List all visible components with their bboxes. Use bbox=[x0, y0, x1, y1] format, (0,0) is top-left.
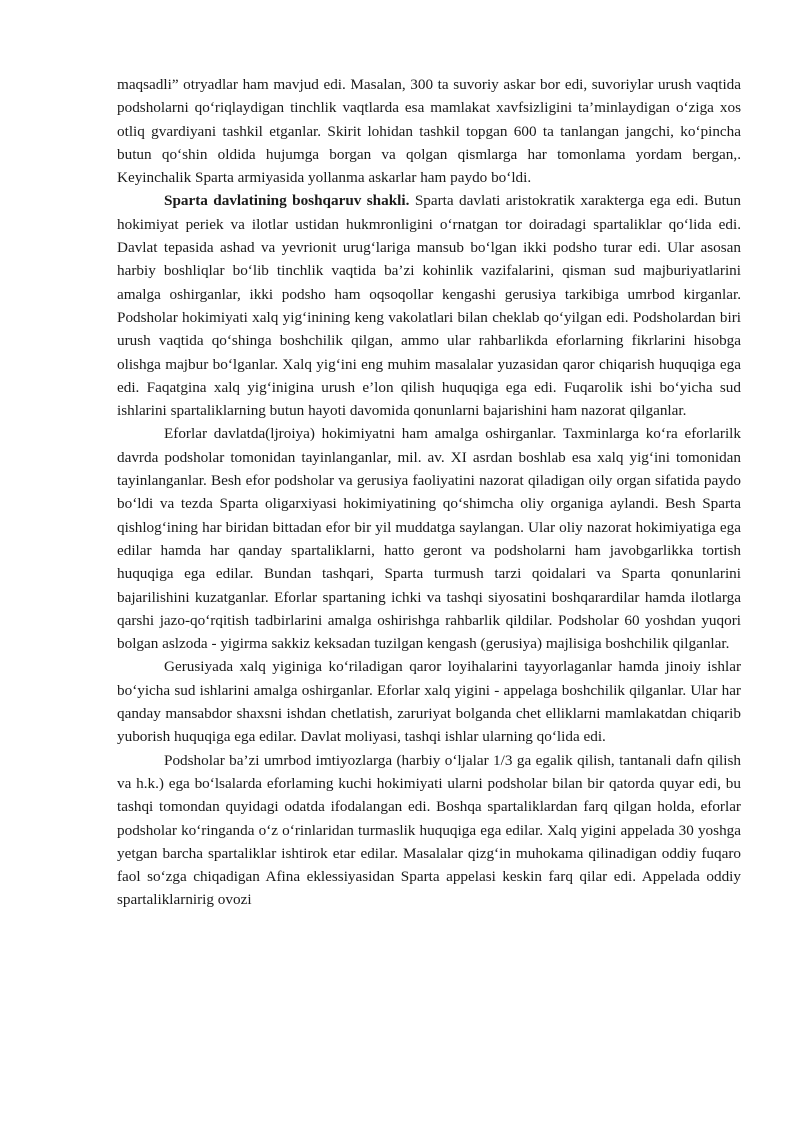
document-page bbox=[117, 73, 741, 912]
paragraph-1-text: maqsadli” otryadlar ham mavjud edi. Masalan, 300 ta suvoriy askar bor edi, suvoriylar urush vaqtida podsholarni qo‘riqlaydigan tinchlik vaqtlarda esa mamlakat xavfsizligini ta’minlaydigan o‘ziga xos otliq gvardiyani tashkil etganlar. Skirit lohidan tashkil topgan 600 ta tanlangan jangchi, ko‘pincha butun qo‘shin oldida hujumga borgan va qolgan qismlarga har tomonlama yordam bergan,. Keyinchalik Sparta armiyasida yollanma askarlar ham paydo bo‘ldi. bbox=[117, 76, 741, 187]
paragraph-5-text: Podsholar ba’zi umrbod imtiyozlarga (harbiy o‘ljalar 1/3 ga egalik qilish, tantanali dafn qilish va h.k.) ega bo‘lsalarda eforlaming kuchi hokimiyati ularni podsholar bilan bir qatorda quyar edi, bu tashqi tomondan quyidagi odatda ifodalangan edi. Boshqa spartaliklardan farq qilgan holda, eforlar podsholar ko‘ringanda o‘z o‘rinlaridan turmaslik huquqiga ega edilar. Xalq yigini appelada 30 yoshga yetgan barcha spartaliklar ishtirok etar edilar. Masalalar qizg‘in muhokama qilinadigan oddiy fuqaro faol so‘zga chiqadigan Afina eklessiyasidan Sparta appelasi keskin farq qilar edi. Appelada oddiy spartaliklarnirig ovozi bbox=[117, 751, 741, 909]
paragraph-4-text: Gerusiyada xalq yiginiga ko‘riladigan qaror loyihalarini tayyorlaganlar hamda jinoiy ishlar bo‘yicha sud ishlarini amalga oshirganlar. Eforlar xalq yigini - appelaga boshchilik qilganlar. Ular har qanday mansabdor shaxsni ishdan chetlatish, zaruriyat bolganda chet elliklarni mamlakatdan chiqarib yuborish huquqiga ega edilar. Davlat moliyasi, tashqi ishlar ularning qo‘lida edi. bbox=[117, 658, 741, 746]
paragraph-3-text: Eforlar davlatda(ljroiya) hokimiyatni ham amalga oshirganlar. Taxminlarga ko‘ra eforlarilk davrda podsholar tomonidan tayinlanganlar, mil. av. XI asrdan boshlab esa xalq yig‘ini tomonidan tayinlanganlar. Besh efor podsholar va gerusiya faoliyatini nazorat qiladigan oily organ sifatida paydo bo‘ldi va tezda Sparta oligarxiyasi hokimiyatining qo‘shimcha oliy organiga aylandi. Besh Sparta qishlog‘ining har biridan bittadan efor bir yil muddatga saylangan. Ular oliy nazorat hokimiyatiga ega edilar hamda har qanday spartaliklarni, hatto geront va podsholarni ham javobgarlikka tortish huquqiga ega edilar. Bundan tashqari, Sparta turmush tarzi qoidalari va Sparta qonunlarini bajarilishini kuzatganlar. Eforlar spartaning ichki va tashqi siyosatini boshqarardilar hamda ilotlarga qarshi jazo-qo‘rqitish tadbirlarini amalga oshirishga rahbarlik qildilar. Podsholar 60 yoshdan yuqori bolgan aslzoda - yigirma sakkiz keksadan tuzilgan kengash (gerusiya) majlisiga boshchilik qilganlar. bbox=[117, 425, 741, 653]
paragraph-1 bbox=[117, 73, 741, 189]
paragraph-3 bbox=[117, 422, 741, 655]
section-heading: Sparta davlatining boshqaruv shakli. bbox=[164, 192, 410, 210]
paragraph-4 bbox=[117, 655, 741, 748]
paragraph-2-text: Sparta davlati aristokratik xarakterga ega edi. Butun hokimiyat periek va ilotlar ustidan hukmronligini o‘rnatgan tor doiradagi spartaliklar qo‘lida edi. Davlat tepasida ashad va yevrionit urug‘lariga mansub bo‘lgan ikki podsho turar edi. Ular asosan harbiy boshliqlar bo‘lib tinchlik vaqtida ba’zi kohinlik vazifalarini, qisman sud majburiyatlarini amalga oshirganlar, ikki podsho ham oqsoqollar kengashi gerusiya tarkibiga umrbod kirganlar. Podsholar hokimiyati xalq yig‘inining keng vakolatlari bilan cheklab qo‘yilgan edi. Podsholardan biri urush vaqtida qo‘shinga boshchilik qilgan, ammo ular rahbarlikda eforlarning fikrlarini hisobga olishga majbur bo‘lganlar. Xalq yig‘ini eng muhim masalalar yuzasidan qaror chiqarish huquqiga ega edi. Faqatgina xalq yig‘inigina urush e’lon qilish huquqiga ega edi. Fuqarolik ishi bo‘yicha sud ishlarini spartaliklarning butun hayoti davomida qonunlarni bajarishini ham nazorat qilganlar. bbox=[117, 192, 741, 420]
paragraph-2 bbox=[117, 189, 741, 422]
paragraph-5 bbox=[117, 749, 741, 912]
